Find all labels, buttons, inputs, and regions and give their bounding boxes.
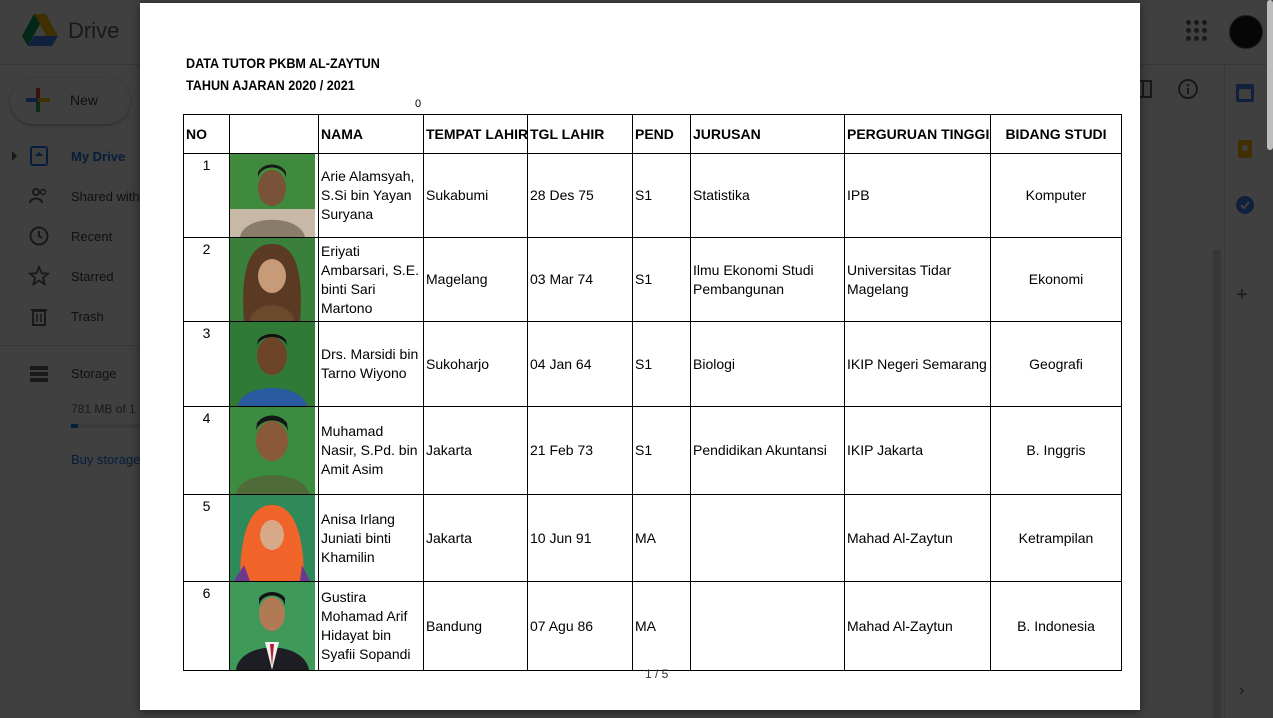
cell-nama: Anisa Irlang Juniati binti Khamilin bbox=[319, 495, 424, 582]
column-header: TEMPAT LAHIR bbox=[424, 115, 528, 154]
cell-tempat-lahir: Jakarta bbox=[424, 407, 528, 495]
cell-pend: S1 bbox=[633, 238, 691, 322]
cell-no: 3 bbox=[184, 322, 230, 407]
cell-photo bbox=[230, 495, 319, 582]
page-indicator: 1 / 5 bbox=[645, 667, 669, 681]
table-header-row bbox=[184, 115, 1122, 154]
cell-pend: S1 bbox=[633, 407, 691, 495]
cell-tempat-lahir: Jakarta bbox=[424, 495, 528, 582]
cell-photo bbox=[230, 238, 319, 322]
cell-bidang-studi: Ketrampilan bbox=[991, 495, 1122, 582]
cell-jurusan bbox=[691, 582, 845, 671]
cell-photo bbox=[230, 407, 319, 495]
cell-bidang-studi: Komputer bbox=[991, 154, 1122, 238]
cell-tempat-lahir: Sukoharjo bbox=[424, 322, 528, 407]
cell-jurusan: Pendidikan Akuntansi bbox=[691, 407, 845, 495]
cell-no: 6 bbox=[184, 582, 230, 671]
portrait-photo bbox=[230, 322, 315, 406]
cell-pend: MA bbox=[633, 495, 691, 582]
cell-jurusan: Ilmu Ekonomi Studi Pembangunan bbox=[691, 238, 845, 322]
cell-no: 5 bbox=[184, 495, 230, 582]
cell-perguruan-tinggi: Mahad Al-Zaytun bbox=[845, 495, 991, 582]
table-row bbox=[184, 582, 1122, 671]
cell-photo bbox=[230, 582, 319, 671]
cell-no: 2 bbox=[184, 238, 230, 322]
cell-perguruan-tinggi: Mahad Al-Zaytun bbox=[845, 582, 991, 671]
cell-tgl-lahir: 28 Des 75 bbox=[528, 154, 633, 238]
cell-photo bbox=[230, 322, 319, 407]
table-row bbox=[184, 238, 1122, 322]
cell-perguruan-tinggi: IKIP Jakarta bbox=[845, 407, 991, 495]
cell-bidang-studi: Geografi bbox=[991, 322, 1122, 407]
portrait-photo bbox=[230, 154, 315, 237]
column-header: NAMA bbox=[319, 115, 424, 154]
cell-jurusan: Biologi bbox=[691, 322, 845, 407]
stray-value: 0 bbox=[415, 98, 422, 110]
cell-photo bbox=[230, 154, 319, 238]
portrait-photo bbox=[230, 238, 315, 321]
tutor-table bbox=[183, 114, 1122, 671]
document-title-line1: DATA TUTOR PKBM AL-ZAYTUN bbox=[186, 55, 380, 71]
cell-tempat-lahir: Bandung bbox=[424, 582, 528, 671]
cell-nama: Gustira Mohamad Arif Hidayat bin Syafii Sopandi bbox=[319, 582, 424, 671]
table-row bbox=[184, 495, 1122, 582]
column-header: PEND bbox=[633, 115, 691, 154]
cell-bidang-studi: B. Indonesia bbox=[991, 582, 1122, 671]
column-header: NO bbox=[184, 115, 230, 154]
cell-pend: S1 bbox=[633, 154, 691, 238]
cell-perguruan-tinggi: IPB bbox=[845, 154, 991, 238]
cell-tempat-lahir: Magelang bbox=[424, 238, 528, 322]
cell-tgl-lahir: 04 Jan 64 bbox=[528, 322, 633, 407]
table-row bbox=[184, 407, 1122, 495]
cell-bidang-studi: B. Inggris bbox=[991, 407, 1122, 495]
cell-nama: Arie Alamsyah, S.Si bin Yayan Suryana bbox=[319, 154, 424, 238]
cell-nama: Muhamad Nasir, S.Pd. bin Amit Asim bbox=[319, 407, 424, 495]
portrait-photo bbox=[230, 407, 315, 494]
column-header: TGL LAHIR bbox=[528, 115, 633, 154]
column-header: PERGURUAN TINGGI bbox=[845, 115, 991, 154]
cell-jurusan: Statistika bbox=[691, 154, 845, 238]
cell-perguruan-tinggi: Universitas Tidar Magelang bbox=[845, 238, 991, 322]
cell-tgl-lahir: 07 Agu 86 bbox=[528, 582, 633, 671]
cell-no: 1 bbox=[184, 154, 230, 238]
cell-pend: S1 bbox=[633, 322, 691, 407]
cell-no: 4 bbox=[184, 407, 230, 495]
cell-nama: Eriyati Ambarsari, S.E. binti Sari Martono bbox=[319, 238, 424, 322]
cell-bidang-studi: Ekonomi bbox=[991, 238, 1122, 322]
table-row bbox=[184, 154, 1122, 238]
cell-pend: MA bbox=[633, 582, 691, 671]
cell-nama: Drs. Marsidi bin Tarno Wiyono bbox=[319, 322, 424, 407]
portrait-photo bbox=[230, 495, 315, 581]
cell-perguruan-tinggi: IKIP Negeri Semarang bbox=[845, 322, 991, 407]
cell-tgl-lahir: 03 Mar 74 bbox=[528, 238, 633, 322]
document-page bbox=[140, 3, 1140, 710]
cell-tgl-lahir: 21 Feb 73 bbox=[528, 407, 633, 495]
column-header bbox=[230, 115, 319, 154]
viewer-scrollbar[interactable] bbox=[1267, 0, 1273, 150]
column-header: JURUSAN bbox=[691, 115, 845, 154]
column-header: BIDANG STUDI bbox=[991, 115, 1122, 154]
cell-tempat-lahir: Sukabumi bbox=[424, 154, 528, 238]
cell-tgl-lahir: 10 Jun 91 bbox=[528, 495, 633, 582]
portrait-photo bbox=[230, 582, 315, 670]
cell-jurusan bbox=[691, 495, 845, 582]
document-title-line2: TAHUN AJARAN 2020 / 2021 bbox=[186, 77, 355, 93]
table-row bbox=[184, 322, 1122, 407]
